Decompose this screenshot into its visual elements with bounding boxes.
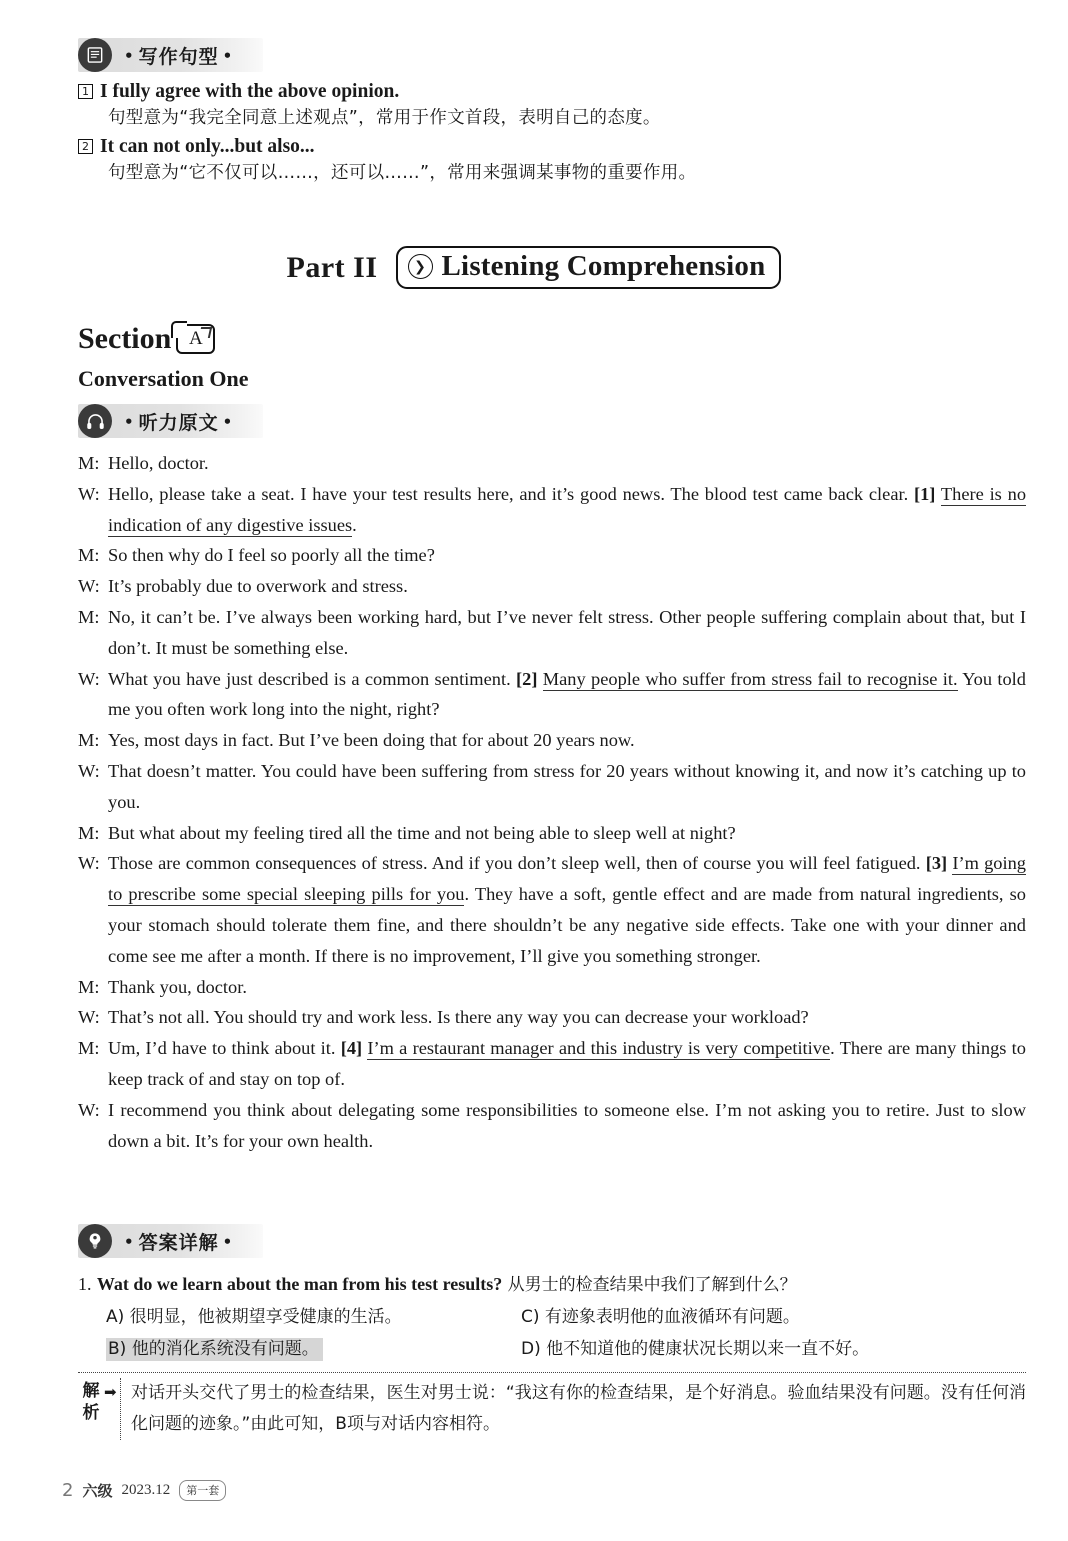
option-d-key: D) bbox=[521, 1339, 541, 1359]
transcript-utterance bbox=[108, 972, 1026, 1003]
transcript-key-sentence: I’m going to prescribe some special sleeping pills for you bbox=[108, 853, 1026, 905]
transcript-turn bbox=[78, 848, 1026, 971]
transcript-speaker: W: bbox=[78, 760, 100, 781]
footer-date: 2023.12 bbox=[121, 1482, 171, 1498]
option-a-text: 很明显，他被期望享受健康的生活。 bbox=[129, 1307, 402, 1327]
transcript-speaker: M: bbox=[78, 606, 100, 627]
part-banner bbox=[0, 246, 1068, 289]
transcript-question-marker: [1] bbox=[913, 483, 936, 504]
transcript-turn bbox=[78, 756, 1026, 818]
option-a-key: A) bbox=[106, 1307, 125, 1327]
option-b-correct-highlight bbox=[106, 1338, 323, 1361]
answers-header-block bbox=[78, 1224, 1026, 1258]
transcript-text: Thank you, doctor. bbox=[108, 976, 247, 997]
option-row bbox=[106, 1303, 1026, 1332]
transcript-text: That doesn’t matter. You could have been suffering from stress for 20 years without knowing it, and now it’s catching up to you. bbox=[108, 760, 1026, 812]
transcript-text: . They have a soft, gentle effect and are made from natural ingredients, so your stomach should tolerate them fine, and there shouldn’t be any negative side effects. Take one with your dinner and come see me after a month. If there is no improvement, I’ll give you something stronger. bbox=[108, 884, 1026, 966]
transcript-speaker: W: bbox=[78, 1099, 100, 1120]
question-stem-en: Wat do we learn about the man from his test results? bbox=[96, 1274, 503, 1294]
transcript-utterance bbox=[108, 1033, 1026, 1095]
transcript-question-marker: [4] bbox=[340, 1038, 363, 1059]
writing-pattern-cn: 句型意为“我完全同意上述观点”，常用于作文首段，表明自己的态度。 bbox=[108, 108, 661, 128]
transcript-utterance bbox=[108, 756, 1026, 818]
transcript-text: Hello, please take a seat. I have your test results here, and it’s good news. The blood test came back clear. bbox=[108, 483, 914, 504]
writing-patterns-header bbox=[78, 38, 263, 72]
transcript-utterance bbox=[108, 725, 1026, 756]
transcript-speaker: W: bbox=[78, 483, 100, 504]
transcript-text: No, it can’t be. I’ve always been working hard, but I’ve never felt stress. Other people suffering complain about that, but I don’t. It must be something else. bbox=[108, 606, 1026, 658]
writing-pattern-en: I fully agree with the above opinion. bbox=[100, 81, 400, 102]
transcript-body bbox=[78, 448, 1026, 1156]
transcript-utterance bbox=[108, 1002, 1026, 1033]
item-number-badge: 1 bbox=[78, 84, 93, 99]
answers-header bbox=[78, 1224, 263, 1258]
transcript-speaker: M: bbox=[78, 1038, 100, 1059]
transcript-turn bbox=[78, 479, 1026, 541]
part-title-box bbox=[396, 246, 782, 289]
writing-pattern-en-row bbox=[78, 81, 1026, 103]
transcript-turn bbox=[78, 448, 1026, 479]
transcript-utterance bbox=[108, 848, 1026, 971]
option-c-text: 有迹象表明他的血液循环有问题。 bbox=[544, 1307, 800, 1327]
transcript-key-sentence: Many people who suffer from stress fail to recognise it. bbox=[542, 668, 958, 689]
transcript-speaker: W: bbox=[78, 1007, 100, 1028]
transcript-turn bbox=[78, 571, 1026, 602]
page-footer bbox=[62, 1480, 226, 1501]
option-c-key: C) bbox=[521, 1307, 540, 1327]
transcript-text: So then why do I feel so poorly all the time? bbox=[108, 545, 435, 566]
transcript-text: It’s probably due to overwork and stress. bbox=[108, 576, 408, 597]
transcript-text: . There are many things to keep track of and stay on top of. bbox=[108, 1038, 1026, 1089]
transcript-utterance bbox=[108, 571, 1026, 602]
option-d-text: 他不知道他的健康状况长期以来一直不好。 bbox=[546, 1339, 870, 1359]
option-b-text: 他的消化系统没有问题。 bbox=[131, 1339, 319, 1359]
transcript-key-sentence: I’m a restaurant manager and this industry is very competitive bbox=[367, 1038, 831, 1059]
writing-pattern-cn: 句型意为“它不仅可以……，还可以……”，常用来强调某事物的重要作用。 bbox=[108, 163, 697, 183]
explanation-label-char-2: 析 bbox=[82, 1403, 100, 1423]
transcript-turn bbox=[78, 540, 1026, 571]
headphones-icon bbox=[78, 404, 112, 438]
transcript-key-sentence: There is no indication of any digestive issues bbox=[108, 483, 1027, 535]
transcript-utterance bbox=[108, 540, 1026, 571]
transcript-turn bbox=[78, 1033, 1026, 1095]
part-label: Part II bbox=[286, 250, 378, 284]
transcript-text: But what about my feeling tired all the time and not being able to sleep well at night? bbox=[108, 822, 736, 843]
question-stem bbox=[78, 1270, 1026, 1299]
option-b-key: B) bbox=[108, 1339, 127, 1359]
section-a-block bbox=[78, 322, 1026, 392]
transcript-turn bbox=[78, 818, 1026, 849]
writing-patterns-section bbox=[78, 38, 1026, 191]
transcript-utterance bbox=[108, 664, 1026, 726]
transcript-turn bbox=[78, 725, 1026, 756]
item-number-badge: 2 bbox=[78, 139, 93, 154]
writing-pattern-en: It can not only...but also... bbox=[100, 136, 315, 157]
transcript-header-block bbox=[78, 404, 1026, 438]
transcript-turn bbox=[78, 602, 1026, 664]
transcript-speaker: W: bbox=[78, 853, 100, 874]
arrow-right-icon: ➡ bbox=[104, 1383, 117, 1401]
option-b[interactable] bbox=[106, 1335, 521, 1364]
transcript-speaker: M: bbox=[78, 730, 100, 751]
transcript-text: Yes, most days in fact. But I’ve been doing that for about 20 years now. bbox=[108, 730, 635, 751]
transcript-speaker: W: bbox=[78, 668, 100, 689]
question-stem-cn: 从男士的检查结果中我们了解到什么？ bbox=[507, 1275, 797, 1295]
section-letter-badge: A bbox=[176, 324, 215, 354]
transcript-turn bbox=[78, 664, 1026, 726]
transcript-speaker: M: bbox=[78, 822, 100, 843]
transcript-text: Hello, doctor. bbox=[108, 453, 209, 473]
option-c[interactable] bbox=[521, 1303, 1026, 1332]
transcript-header bbox=[78, 404, 263, 438]
writing-pattern-en-row bbox=[78, 136, 1026, 158]
transcript-speaker: M: bbox=[78, 453, 100, 473]
transcript-text: That’s not all. You should try and work less. Is there any way you can decrease your workload? bbox=[108, 1007, 809, 1028]
transcript-speaker: M: bbox=[78, 976, 100, 997]
transcript-turn bbox=[78, 1095, 1026, 1157]
transcript-text bbox=[537, 669, 542, 689]
transcript-turn bbox=[78, 1002, 1026, 1033]
explanation-label bbox=[78, 1378, 104, 1424]
question-number: 1. bbox=[78, 1274, 92, 1294]
section-label: Section bbox=[78, 322, 172, 355]
book-icon bbox=[78, 38, 112, 72]
option-a[interactable] bbox=[106, 1303, 521, 1332]
transcript-turn bbox=[78, 972, 1026, 1003]
writing-pattern-item bbox=[78, 81, 1026, 133]
transcript-utterance bbox=[108, 818, 1026, 849]
transcript-text: What you have just described is a common sentiment. bbox=[108, 668, 516, 689]
option-d[interactable] bbox=[521, 1335, 1026, 1364]
transcript-speaker: M: bbox=[78, 545, 100, 566]
explanation-text: 对话开头交代了男士的检查结果，医生对男士说：“我这有你的检查结果，是个好消息。验血结果没有问题。没有任何消化问题的迹象。”由此可知，B项与对话内容相符。 bbox=[120, 1378, 1026, 1440]
transcript-utterance bbox=[108, 602, 1026, 664]
transcript-text: You told me you often work long into the night, right? bbox=[108, 668, 1026, 720]
chevron-right-circle-icon: ❯ bbox=[408, 254, 433, 279]
explanation-block bbox=[78, 1372, 1026, 1440]
transcript-text: Those are common consequences of stress. And if you don’t sleep well, then of course you will feel fatigued. bbox=[108, 853, 926, 874]
part-title: Listening Comprehension bbox=[441, 250, 766, 282]
conversation-heading: Conversation One bbox=[78, 366, 249, 391]
lightbulb-icon bbox=[78, 1224, 112, 1258]
options-list bbox=[78, 1303, 1026, 1364]
footer-set-badge: 第一套 bbox=[179, 1480, 226, 1501]
writing-pattern-item bbox=[78, 136, 1026, 188]
question-block bbox=[78, 1270, 1026, 1440]
footer-level: 六级 bbox=[82, 1482, 113, 1500]
transcript-question-marker: [2] bbox=[516, 668, 538, 689]
writing-patterns-title: • 写作句型 • bbox=[124, 45, 234, 68]
transcript-title: • 听力原文 • bbox=[124, 411, 234, 434]
transcript-text: I recommend you think about delegating some responsibilities to someone else. I’m not asking you to retire. Just to slow down a bit. It’s for your own health. bbox=[108, 1099, 1026, 1151]
transcript-utterance bbox=[108, 1095, 1026, 1157]
transcript-text: . bbox=[352, 514, 357, 535]
explanation-label-char-1: 解 bbox=[82, 1381, 100, 1401]
transcript-utterance bbox=[108, 448, 1026, 479]
section-heading bbox=[78, 322, 1026, 356]
transcript-text: Um, I’d have to think about it. bbox=[108, 1038, 341, 1059]
option-row bbox=[106, 1335, 1026, 1364]
transcript-utterance bbox=[108, 479, 1026, 541]
transcript-speaker: W: bbox=[78, 576, 100, 597]
transcript-question-marker: [3] bbox=[925, 853, 948, 874]
page-number: 2 bbox=[62, 1480, 74, 1501]
answers-title: • 答案详解 • bbox=[124, 1231, 234, 1254]
